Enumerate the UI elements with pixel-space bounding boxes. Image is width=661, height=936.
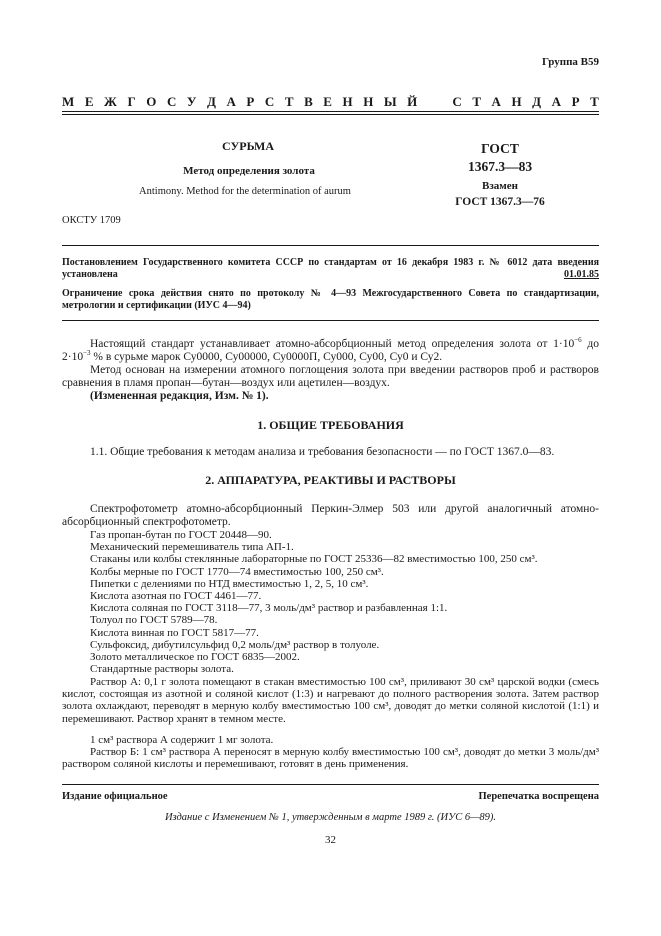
title-letter: Р [571, 94, 580, 109]
reagent-item: Пипетки с делениями по НТД вместимостью 1, 2, 5, 10 см³. [90, 577, 369, 590]
title-letter: В [304, 94, 313, 109]
title-letter: Д [532, 94, 542, 109]
gost-label: ГОСТ [481, 141, 519, 156]
intro-amendment-note: (Измененная редакция, Изм. № 1). [90, 390, 269, 402]
reagent-item: Колбы мерные по ГОСТ 1770—74 вместимостью 100, 250 см³. [90, 565, 384, 578]
amendment-footnote: Издание с Изменением № 1, утвержденным в марте 1989 г. (ИУС 6—89). [164, 812, 497, 823]
section-1-text: 1.1. Общие требования к методам анализа и требования безопасности — по ГОСТ 1367.0—83. [90, 446, 555, 458]
reagent-item: Механический перемешиватель типа АП-1. [90, 541, 294, 554]
reagent-item: Газ пропан-бутан по ГОСТ 20448—90. [90, 529, 272, 541]
document-subtitle: Метод определения золота [183, 165, 315, 177]
header-rule-bottom [62, 114, 599, 115]
reagent-item: Стаканы или колбы стеклянные лабораторные по ГОСТ 25336—82 вместимостью 100, 250 см³. [90, 553, 538, 566]
title-letter: Е [84, 94, 94, 109]
title-letter: А [226, 94, 236, 109]
title-letter: С [264, 94, 275, 109]
reagent-item: Кислота винная по ГОСТ 5817—77. [90, 626, 259, 639]
gost-number: 1367.3—83 [467, 159, 533, 174]
document-title: СУРЬМА [221, 139, 275, 153]
title-letter: А [551, 94, 562, 109]
english-title: Antimony. Method for the determination of aurum [139, 186, 351, 197]
title-letter: Й [407, 94, 418, 109]
separator-1 [62, 245, 599, 246]
reagent-item: Толуол по ГОСТ 5789—78. [90, 614, 218, 627]
title-word-gap [428, 94, 442, 110]
section-2-heading: 2. АППАРАТУРА, РЕАКТИВЫ И РАСТВОРЫ [205, 473, 456, 487]
title-letter: Н [363, 94, 374, 109]
reagent-item: Кислота азотная по ГОСТ 4461—77. [90, 590, 262, 602]
reagent-item: Сульфоксид, дибутилсульфид 0,2 моль/дм³ раствор в толуоле. [90, 638, 380, 651]
intro-paragraph-2: Метод основан на измерении атомного поглощения золота при введении растворов проб и растворов сравнения в пламя пропан—бутан—воздух или ацетилен—воздух. [62, 364, 599, 389]
title-letter: Ж [104, 94, 117, 109]
title-letter: А [491, 94, 501, 109]
section-1-heading: 1. ОБЩИЕ ТРЕБОВАНИЯ [257, 418, 404, 432]
official-edition-label: Издание официальное [62, 791, 168, 802]
title-letter: М [62, 94, 75, 109]
separator-2 [62, 320, 599, 321]
reagent-item: Золото металлическое по ГОСТ 6835—2002. [90, 651, 300, 663]
title-letter: С [166, 94, 177, 109]
reagent-item: Стандартные растворы золота. [90, 663, 234, 676]
replaces-number: ГОСТ 1367.3—76 [455, 196, 545, 208]
title-letter: Т [284, 94, 294, 109]
limitation-paragraph: Ограничение срока действия снято по протоколу № 4—93 Межгосударственного Совета по стандартизации, метрологии и сертификации (ИУС 4—94) [62, 288, 599, 311]
gost-designation [440, 141, 560, 208]
solution-b-paragraph: Раствор Б: 1 см³ раствора А переносят в мерную колбу вместимостью 100 см³, доводят до метки 3 моль/дм³ раствором соляной кислоты и перемешивают, готовят в день применения. [62, 746, 599, 771]
okstu-code: ОКСТУ 1709 [62, 215, 121, 226]
decree-date: 01.01.85 [564, 269, 599, 280]
spectrophotometer-paragraph: Спектрофотометр атомно-абсорбционный Перкин-Элмер 503 или другой аналогичный атомно-абсорбционный спектрофотометр. [62, 503, 599, 528]
title-letter: Т [472, 94, 481, 109]
standard-type-title [62, 94, 599, 110]
solution-a-paragraph: Раствор А: 0,1 г золота помещают в стакан вместимостью 100 см³, приливают 30 см³ царской водки (смесь кислот, состоящая из азотной и соляной кислот (1:3) и нагревают до полного растворения золота. Затем раствор золота охлаждают, переводят в мерную колбу вместимостью 100 см³, доводят до метки соляной кислотой (1:1) и перемешивают. Раствор хранят в темном месте. [62, 676, 599, 725]
title-letter: С [452, 94, 462, 109]
group-code: Группа В59 [541, 56, 599, 68]
replaces-label: Взамен [482, 180, 518, 192]
title-letter: Р [246, 94, 255, 109]
title-letter: Н [342, 94, 353, 109]
solution-a-note: 1 см³ раствора А содержит 1 мг золота. [90, 734, 274, 746]
header-rule-top [62, 111, 599, 112]
footer-rule [62, 784, 599, 785]
title-letter: Ы [383, 94, 397, 109]
title-letter: У [186, 94, 197, 109]
page-number: 32 [325, 834, 336, 846]
reagent-item: Кислота соляная по ГОСТ 3118—77, 3 моль/дм³ раствор и разбавленная 1:1. [90, 602, 448, 615]
decree-text: Постановлением Государственного комитета СССР по стандартам от 16 декабря 1983 г. № 6012 дата введения установлена [62, 257, 599, 280]
reprint-prohibited-label: Перепечатка воспрещена [478, 791, 599, 802]
intro-paragraph-1: Настоящий стандарт устанавливает атомно-абсорбционный метод определения золота от $1\cdot 10^{-6}$ до $2\cdot 10^{-3}$ % в сурьме марок Су0000, Су00000, Су0000П, Су000, Су00, Су0 и Су2. [62, 336, 599, 363]
title-letter: Д [206, 94, 216, 109]
title-letter: О [146, 94, 157, 109]
title-letter: Н [511, 94, 522, 109]
decree-paragraph [62, 257, 599, 281]
title-letter: Е [323, 94, 332, 109]
title-letter: Г [127, 94, 136, 109]
title-letter: Т [590, 94, 599, 109]
